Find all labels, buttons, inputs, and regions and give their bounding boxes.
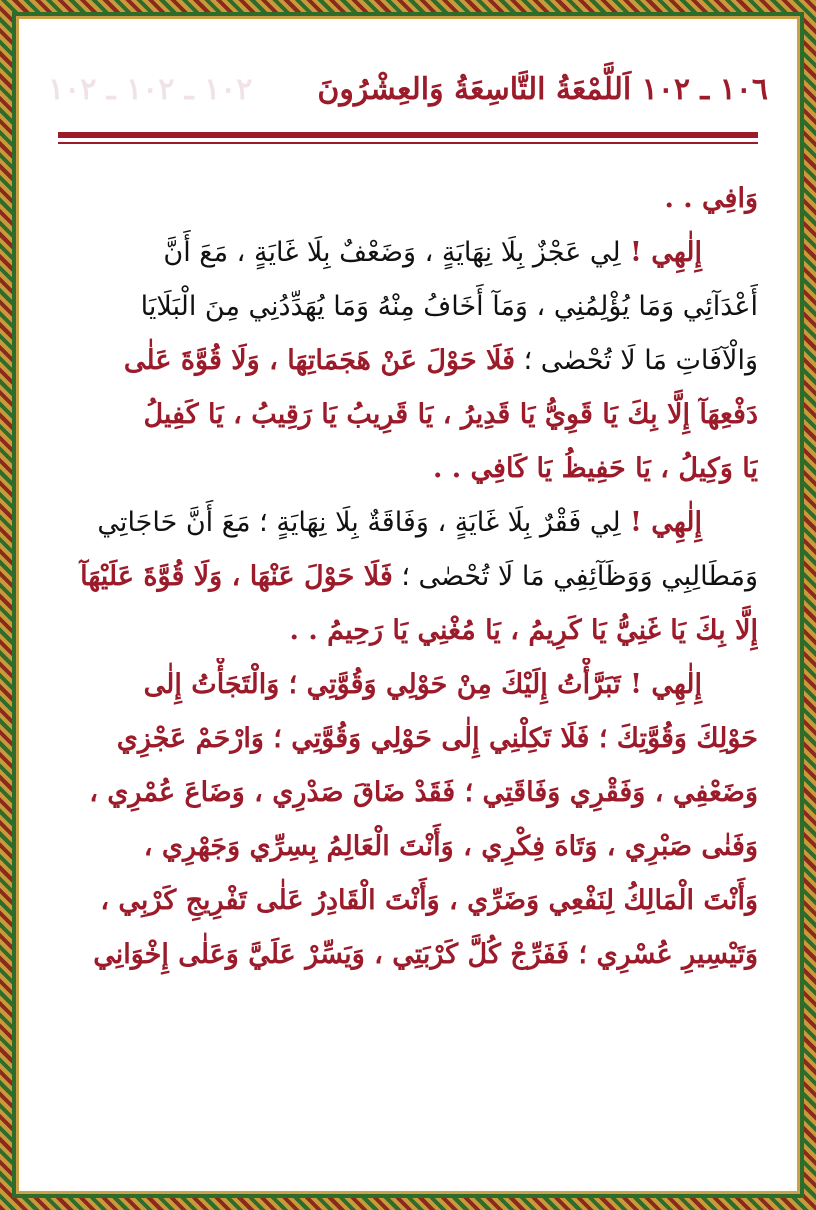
body-text bbox=[58, 172, 758, 982]
text-line bbox=[58, 226, 758, 280]
page-title: ١٠٦ ـ ١٠٢ اَللَّمْعَةُ التَّاسِعَةُ وَالعِشْرُونَ bbox=[317, 72, 768, 107]
text-line bbox=[58, 388, 758, 442]
highlighted-text: وَضَعْفِي ، وَفَقْرِي وَفَاقَتِي ؛ فَقَدْ ضَاقَ صَدْرِي ، وَضَاعَ عُمْرِي ، bbox=[89, 777, 758, 808]
text-line bbox=[58, 172, 758, 226]
page-header bbox=[48, 62, 768, 122]
highlighted-text: فَلَا حَوْلَ عَنْ هَجَمَاتِهَا ، وَلَا قُوَّةَ عَلٰى bbox=[123, 345, 516, 376]
highlighted-text: حَوْلِكَ وَقُوَّتِكَ ؛ فَلَا تَكِلْنِي إِلٰى حَوْلِي وَقُوَّتِي ؛ وَارْحَمْ عَجْزِي bbox=[116, 723, 758, 754]
highlighted-text: دَفْعِهَآ إِلَّا بِكَ يَا قَوِيُّ يَا قَدِيرُ ، يَا قَرِيبُ يَا رَقِيبُ ، يَا كَفِيلُ bbox=[143, 399, 758, 430]
highlighted-text: وَافِي . . bbox=[664, 183, 758, 214]
text-line bbox=[58, 658, 758, 712]
highlighted-text: إِلٰهِي ! bbox=[620, 237, 702, 268]
text-line bbox=[58, 766, 758, 820]
text-line bbox=[58, 334, 758, 388]
body-text-segment: وَالْآفَاتِ مَا لَا تُحْصٰى ؛ bbox=[515, 345, 758, 376]
text-line bbox=[58, 280, 758, 334]
page bbox=[22, 22, 794, 1188]
body-text-segment: أَعْدَآئِي وَمَا يُؤْلِمُنِي ، وَمَآ أَخَافُ مِنْهُ وَمَا يُهَدِّدُنِي مِنَ الْبَلَايَا bbox=[140, 291, 758, 322]
header-rule-thick bbox=[58, 132, 758, 138]
text-line bbox=[58, 874, 758, 928]
header-rule-thin bbox=[58, 142, 758, 144]
body-text-segment: لِي عَجْزٌ بِلَا نِهَايَةٍ ، وَضَعْفٌ بِلَا غَايَةٍ ، مَعَ أَنَّ bbox=[163, 237, 621, 268]
text-line bbox=[58, 928, 758, 982]
text-line bbox=[58, 496, 758, 550]
highlighted-text: وَأَنْتَ الْمَالِكُ لِنَفْعِي وَضَرِّي ، وَأَنْتَ الْقَادِرُ عَلٰى تَفْرِيجِ كَرْبِي ، bbox=[100, 885, 758, 916]
text-line bbox=[58, 442, 758, 496]
text-line bbox=[58, 550, 758, 604]
text-line bbox=[58, 712, 758, 766]
body-text-segment: وَمَطَالِبِي وَوَظَآئِفِي مَا لَا تُحْصٰى ؛ bbox=[392, 561, 758, 592]
page-number-ghost: ١٠٢ ـ ١٠٢ ـ ١٠٢ bbox=[48, 72, 253, 107]
text-line bbox=[58, 604, 758, 658]
highlighted-text: إِلٰهِي ! تَبَرَّأْتُ إِلَيْكَ مِنْ حَوْلِي وَقُوَّتِي ؛ وَالْتَجَأْتُ إِلٰى bbox=[143, 669, 702, 700]
highlighted-text: وَتَيْسِيرِ عُسْرِي ؛ فَفَرِّجْ كُلَّ كَرْبَتِي ، وَيَسِّرْ عَلَيَّ وَعَلٰى إِخْوَانِي bbox=[93, 939, 758, 970]
highlighted-text: إِلَّا بِكَ يَا غَنِيُّ يَا كَرِيمُ ، يَا مُغْنِي يَا رَحِيمُ . . bbox=[289, 615, 758, 646]
highlighted-text: يَا وَكِيلُ ، يَا حَفِيظُ يَا كَافِي . . bbox=[432, 453, 758, 484]
highlighted-text: إِلٰهِي ! bbox=[620, 507, 702, 538]
highlighted-text: فَلَا حَوْلَ عَنْهَا ، وَلَا قُوَّةَ عَلَيْهَآ bbox=[80, 561, 393, 592]
highlighted-text: وَفَنٰى صَبْرِي ، وَتَاهَ فِكْرِي ، وَأَنْتَ الْعَالِمُ بِسِرِّي وَجَهْرِي ، bbox=[143, 831, 758, 862]
body-text-segment: لِي فَقْرٌ بِلَا غَايَةٍ ، وَفَاقَةٌ بِلَا نِهَايَةٍ ؛ مَعَ أَنَّ حَاجَاتِي bbox=[97, 507, 621, 538]
text-line bbox=[58, 820, 758, 874]
